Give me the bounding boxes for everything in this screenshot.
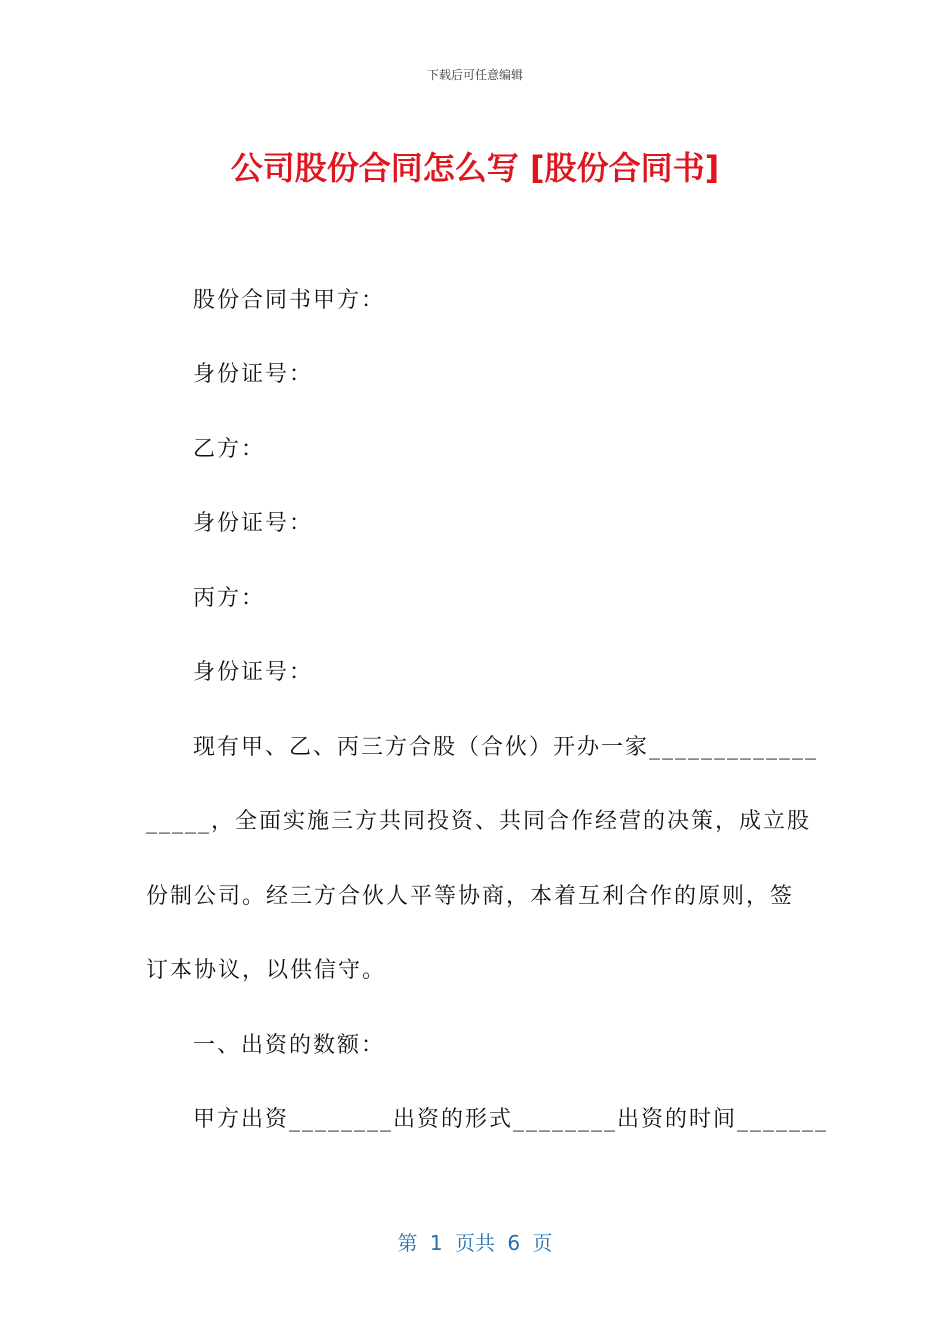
intro-paragraph-line-4: 订本协议，以供信守。 [146,958,387,983]
party-c-id-line: 身份证号： [193,660,314,685]
section-heading: 一、出资的数额： [193,1033,386,1058]
intro-paragraph-line-1: 现有甲、乙、丙三方合股（合伙）开办一家_____________ [193,735,819,760]
party-a-id-line: 身份证号： [193,362,314,387]
page-footer: 第 1 页共 6 页 [397,1231,553,1255]
intro-paragraph-line-2: _____，全面实施三方共同投资、共同合作经营的决策，成立股 [146,809,812,834]
party-a-line: 股份合同书甲方： [193,288,386,313]
header-note: 下载后可任意编辑 [426,68,523,82]
party-c-line: 丙方： [193,586,266,611]
party-a-contribution-line: 甲方出资________出资的形式________出资的时间_______ [193,1107,829,1132]
document-title: 公司股份合同怎么写 [股份合同书] [230,149,720,187]
party-b-line: 乙方： [193,437,266,462]
intro-paragraph-line-3: 份制公司。经三方合伙人平等协商，本着互利合作的原则，签 [146,884,795,909]
party-b-id-line: 身份证号： [193,511,314,536]
